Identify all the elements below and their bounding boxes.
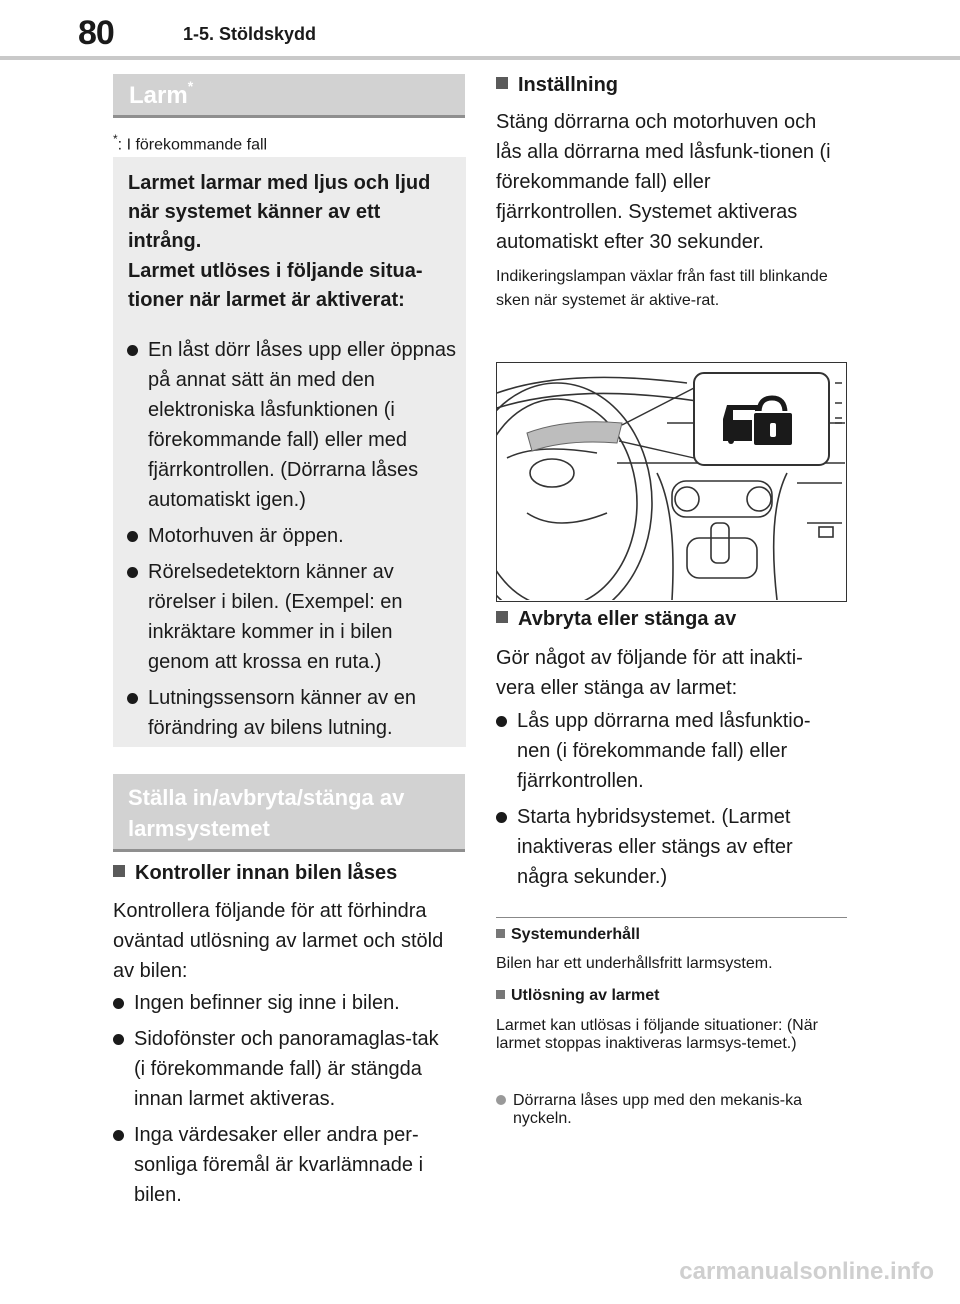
list-item-text: Ingen befinner sig inne i bilen. bbox=[134, 992, 400, 1014]
installning-note: Indikeringslampan växlar från fast till blinkande sken när systemet är aktive-rat. bbox=[496, 268, 828, 309]
stalla-heading: Ställa in/avbryta/stänga av larmsystemet bbox=[113, 774, 465, 852]
utlosning-heading-text: Utlösning av larmet bbox=[511, 987, 660, 1004]
footnote bbox=[113, 132, 267, 154]
kontroller-intro: Kontrollera följande för att förhindra oväntad utlösning av larmet och stöld av bilen: bbox=[113, 900, 444, 982]
dashboard-illustration bbox=[496, 362, 847, 602]
square-bullet-icon bbox=[496, 990, 505, 999]
bullet-icon bbox=[496, 812, 507, 823]
list-item-text: Lutningssensorn känner av en förändring av bilens lutning. bbox=[148, 687, 416, 739]
car-lock-icon bbox=[723, 398, 793, 446]
list-item bbox=[496, 802, 836, 892]
watermark: carmanualsonline.info bbox=[679, 1258, 934, 1285]
kontroller-heading bbox=[113, 862, 397, 885]
list-item-text: Motorhuven är öppen. bbox=[148, 525, 344, 547]
list-item-text: En låst dörr låses upp eller öppnas på annat sätt än med den elektroniska låsfunktionen (i förekommande fall) eller med fjärrkontrollen. (Dörrarna låses automatiskt igen.) bbox=[148, 339, 456, 511]
info-box bbox=[113, 157, 466, 747]
list-item bbox=[127, 335, 457, 515]
larm-heading-asterisk: * bbox=[187, 78, 194, 94]
avbryta-heading bbox=[496, 608, 736, 631]
bullet-icon bbox=[496, 716, 507, 727]
list-item bbox=[113, 988, 453, 1018]
list-item bbox=[127, 557, 457, 677]
list-item-text: Lås upp dörrarna med låsfunktio-nen (i förekommande fall) eller fjärrkontrollen. bbox=[517, 710, 811, 792]
square-bullet-icon bbox=[496, 77, 508, 89]
footnote-text: : I förekommande fall bbox=[117, 136, 268, 154]
list-item bbox=[496, 706, 836, 796]
kontroller-list bbox=[113, 988, 453, 1216]
utlosning-item bbox=[496, 1092, 852, 1128]
list-item bbox=[113, 1024, 453, 1114]
info-paragraph-1: Larmet larmar med ljus och ljud när systemet känner av ett intrång. bbox=[128, 172, 431, 252]
bullet-icon bbox=[127, 693, 138, 704]
larm-heading bbox=[113, 74, 465, 118]
list-item bbox=[127, 683, 457, 743]
utlosning-item-text: Dörrarna låses upp med den mekanis-ka nyckeln. bbox=[513, 1092, 803, 1127]
info-list bbox=[127, 335, 457, 749]
list-item bbox=[113, 1120, 453, 1210]
page-number: 80 bbox=[78, 14, 114, 52]
bullet-icon bbox=[113, 1130, 124, 1141]
systemunderhall-heading bbox=[496, 926, 640, 944]
bullet-icon bbox=[113, 1034, 124, 1045]
installning-body: Stäng dörrarna och motorhuven och lås alla dörrarna med låsfunk-tionen (i förekommande fall) eller fjärrkontrollen. Systemet aktiveras automatiskt efter 30 sekunder. bbox=[496, 111, 831, 253]
kontroller-heading-text: Kontroller innan bilen låses bbox=[135, 862, 398, 884]
bullet-icon bbox=[113, 998, 124, 1009]
bullet-icon bbox=[127, 531, 138, 542]
systemunderhall-text: Bilen har ett underhållsfritt larmsystem. bbox=[496, 955, 773, 972]
larm-heading-text: Larm bbox=[129, 82, 188, 109]
systemunderhall-heading-text: Systemunderhåll bbox=[511, 926, 640, 943]
header-divider bbox=[0, 56, 960, 60]
info-paragraph-2: Larmet utlöses i följande situa-tioner när larmet är aktiverat: bbox=[128, 260, 423, 311]
avbryta-heading-text: Avbryta eller stänga av bbox=[518, 608, 737, 630]
section-title: 1-5. Stöldskydd bbox=[183, 24, 317, 44]
utlosning-heading bbox=[496, 987, 659, 1005]
footnote-mark: * bbox=[113, 132, 118, 146]
avbryta-intro: Gör något av följande för att inakti-vera eller stänga av larmet: bbox=[496, 647, 803, 699]
utlosning-text: Larmet kan utlösas i följande situationer: (När larmet stoppas inaktiveras larmsys-temet.) bbox=[496, 1017, 818, 1052]
list-item-text: Starta hybridsystemet. (Larmet inaktiveras eller stängs av efter några sekunder.) bbox=[517, 806, 793, 888]
installning-heading-text: Inställning bbox=[518, 74, 618, 96]
square-bullet-icon bbox=[496, 929, 505, 938]
list-item bbox=[127, 521, 457, 551]
list-item-text: Inga värdesaker eller andra per-sonliga föremål är kvarlämnade i bilen. bbox=[134, 1124, 424, 1206]
installning-heading bbox=[496, 74, 618, 97]
notes-divider bbox=[496, 917, 847, 918]
square-bullet-icon bbox=[113, 865, 125, 877]
bullet-icon bbox=[496, 1095, 506, 1105]
bullet-icon bbox=[127, 567, 138, 578]
list-item-text: Sidofönster och panoramaglas-tak (i förekommande fall) är stängda innan larmet aktiveras. bbox=[134, 1028, 439, 1110]
bullet-icon bbox=[127, 345, 138, 356]
list-item-text: Rörelsedetektorn känner av rörelser i bilen. (Exempel: en inkräktare kommer in i bilen genom att krossa en ruta.) bbox=[148, 561, 403, 673]
square-bullet-icon bbox=[496, 611, 508, 623]
dashboard-drawing bbox=[497, 363, 845, 600]
avbryta-list bbox=[496, 706, 836, 898]
